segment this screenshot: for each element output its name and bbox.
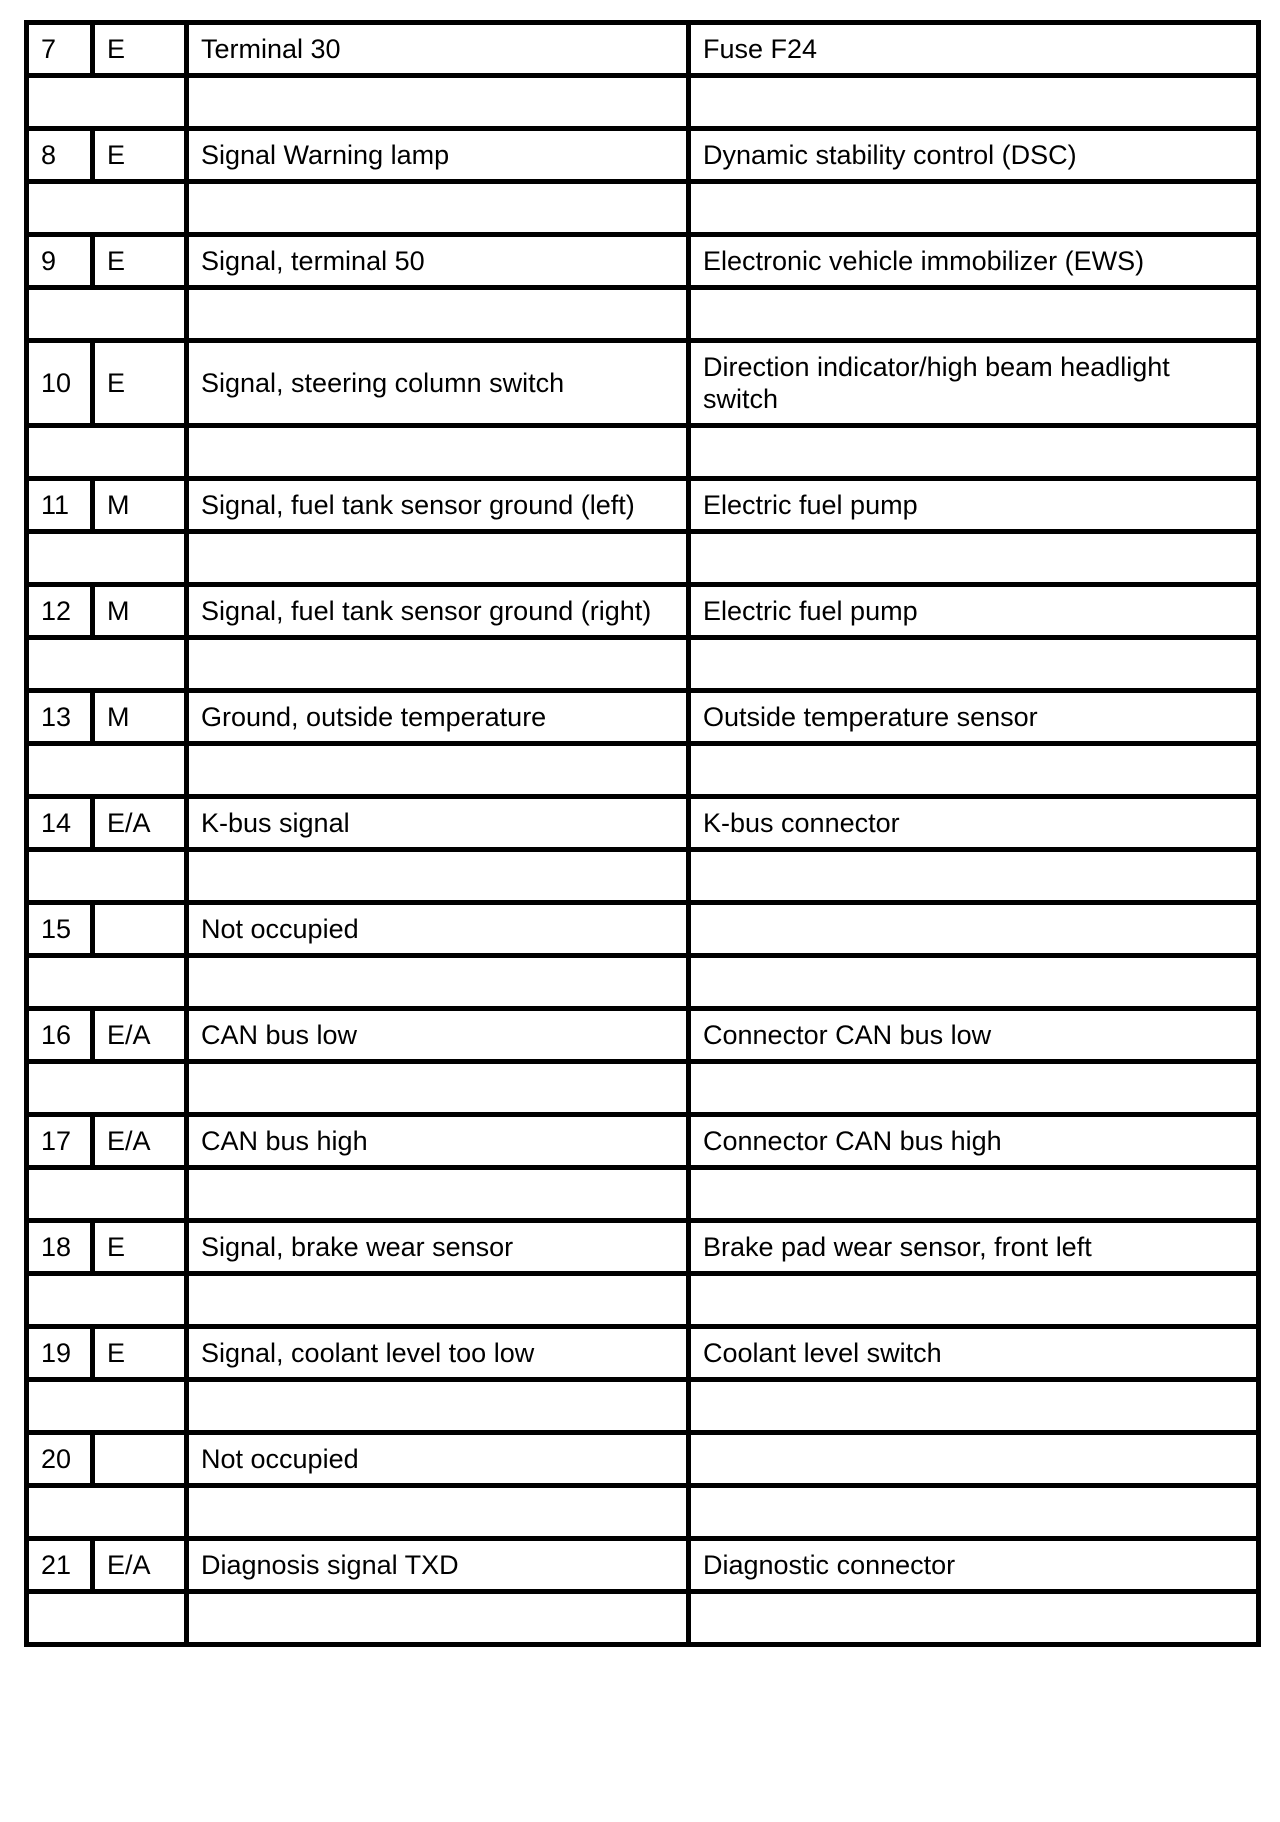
spacer-row: [27, 288, 1259, 341]
pin-row: [27, 235, 1259, 288]
spacer-cell: [187, 744, 689, 797]
spacer-row: [27, 1168, 1259, 1221]
pin-function-cell: Not occupied: [187, 903, 689, 956]
spacer-cell: [27, 1168, 187, 1221]
spacer-cell: [187, 288, 689, 341]
pin-type-cell: E: [93, 235, 187, 288]
spacer-cell: [187, 426, 689, 479]
pin-number-cell: 13: [27, 691, 93, 744]
spacer-row: [27, 1592, 1259, 1645]
spacer-row: [27, 426, 1259, 479]
spacer-row: [27, 850, 1259, 903]
pin-function-cell: Signal Warning lamp: [187, 129, 689, 182]
pin-type-cell: E: [93, 129, 187, 182]
pin-connection-cell: K-bus connector: [689, 797, 1259, 850]
spacer-cell: [689, 638, 1259, 691]
pin-connection-cell: Brake pad wear sensor, front left: [689, 1221, 1259, 1274]
spacer-cell: [27, 288, 187, 341]
pin-row: [27, 129, 1259, 182]
pin-type-cell: [93, 903, 187, 956]
spacer-cell: [187, 1274, 689, 1327]
pin-function-cell: Signal, coolant level too low: [187, 1327, 689, 1380]
pin-function-cell: Terminal 30: [187, 23, 689, 76]
spacer-cell: [689, 1592, 1259, 1645]
pin-number-cell: 20: [27, 1433, 93, 1486]
pin-row: [27, 1221, 1259, 1274]
spacer-cell: [27, 956, 187, 1009]
spacer-cell: [27, 1486, 187, 1539]
spacer-cell: [187, 638, 689, 691]
pin-assignment-table: [24, 20, 1261, 1647]
pin-function-cell: CAN bus high: [187, 1115, 689, 1168]
pin-type-cell: E: [93, 1327, 187, 1380]
spacer-cell: [689, 1274, 1259, 1327]
spacer-cell: [27, 532, 187, 585]
pin-type-cell: E/A: [93, 1539, 187, 1592]
pin-number-cell: 8: [27, 129, 93, 182]
spacer-cell: [689, 1168, 1259, 1221]
pin-row: [27, 1009, 1259, 1062]
pin-function-cell: Diagnosis signal TXD: [187, 1539, 689, 1592]
spacer-row: [27, 638, 1259, 691]
spacer-row: [27, 956, 1259, 1009]
pin-type-cell: M: [93, 585, 187, 638]
spacer-cell: [27, 76, 187, 129]
spacer-cell: [689, 1062, 1259, 1115]
spacer-row: [27, 1380, 1259, 1433]
pin-type-cell: E: [93, 341, 187, 426]
pin-function-cell: Signal, brake wear sensor: [187, 1221, 689, 1274]
spacer-cell: [187, 1062, 689, 1115]
pin-function-cell: CAN bus low: [187, 1009, 689, 1062]
pin-type-cell: M: [93, 479, 187, 532]
pin-type-cell: E/A: [93, 1009, 187, 1062]
spacer-cell: [689, 744, 1259, 797]
pin-type-cell: [93, 1433, 187, 1486]
pin-connection-cell: Dynamic stability control (DSC): [689, 129, 1259, 182]
spacer-row: [27, 182, 1259, 235]
pin-table-body: [27, 23, 1259, 1645]
pin-number-cell: 7: [27, 23, 93, 76]
pin-number-cell: 17: [27, 1115, 93, 1168]
spacer-cell: [27, 1274, 187, 1327]
pin-row: [27, 341, 1259, 426]
spacer-cell: [187, 1486, 689, 1539]
spacer-row: [27, 1486, 1259, 1539]
pin-type-cell: E/A: [93, 797, 187, 850]
spacer-cell: [689, 182, 1259, 235]
pin-type-cell: E: [93, 23, 187, 76]
spacer-cell: [689, 1486, 1259, 1539]
pin-number-cell: 12: [27, 585, 93, 638]
pin-row: [27, 23, 1259, 76]
pin-connection-cell: Connector CAN bus low: [689, 1009, 1259, 1062]
pin-row: [27, 479, 1259, 532]
spacer-row: [27, 76, 1259, 129]
pin-connection-cell: Electronic vehicle immobilizer (EWS): [689, 235, 1259, 288]
spacer-cell: [689, 288, 1259, 341]
spacer-cell: [187, 956, 689, 1009]
pin-connection-cell: Electric fuel pump: [689, 479, 1259, 532]
pin-row: [27, 903, 1259, 956]
spacer-cell: [689, 1380, 1259, 1433]
pin-type-cell: E/A: [93, 1115, 187, 1168]
spacer-cell: [187, 76, 689, 129]
spacer-cell: [27, 638, 187, 691]
spacer-row: [27, 532, 1259, 585]
spacer-cell: [187, 850, 689, 903]
pin-connection-cell: Connector CAN bus high: [689, 1115, 1259, 1168]
pin-number-cell: 15: [27, 903, 93, 956]
pin-row: [27, 585, 1259, 638]
pin-connection-cell: Coolant level switch: [689, 1327, 1259, 1380]
pin-type-cell: M: [93, 691, 187, 744]
spacer-cell: [187, 1592, 689, 1645]
pin-function-cell: Ground, outside temperature: [187, 691, 689, 744]
pin-row: [27, 1433, 1259, 1486]
spacer-cell: [27, 1380, 187, 1433]
pin-function-cell: K-bus signal: [187, 797, 689, 850]
spacer-row: [27, 1274, 1259, 1327]
spacer-cell: [27, 850, 187, 903]
spacer-cell: [689, 956, 1259, 1009]
spacer-cell: [187, 1168, 689, 1221]
pin-connection-cell: [689, 903, 1259, 956]
pin-connection-cell: [689, 1433, 1259, 1486]
pin-row: [27, 797, 1259, 850]
pin-number-cell: 14: [27, 797, 93, 850]
pin-number-cell: 16: [27, 1009, 93, 1062]
spacer-cell: [27, 744, 187, 797]
pin-number-cell: 19: [27, 1327, 93, 1380]
spacer-cell: [689, 426, 1259, 479]
spacer-row: [27, 744, 1259, 797]
spacer-cell: [187, 1380, 689, 1433]
spacer-cell: [27, 1062, 187, 1115]
pin-function-cell: Signal, steering column switch: [187, 341, 689, 426]
pin-function-cell: Signal, fuel tank sensor ground (right): [187, 585, 689, 638]
pin-connection-cell: Fuse F24: [689, 23, 1259, 76]
spacer-cell: [27, 1592, 187, 1645]
spacer-cell: [689, 850, 1259, 903]
pin-connection-cell: Direction indicator/high beam headlight switch: [689, 341, 1259, 426]
pin-type-cell: E: [93, 1221, 187, 1274]
spacer-cell: [689, 76, 1259, 129]
pin-number-cell: 21: [27, 1539, 93, 1592]
pin-connection-cell: Electric fuel pump: [689, 585, 1259, 638]
pin-number-cell: 18: [27, 1221, 93, 1274]
pin-number-cell: 9: [27, 235, 93, 288]
pin-number-cell: 11: [27, 479, 93, 532]
pin-function-cell: Not occupied: [187, 1433, 689, 1486]
spacer-cell: [27, 426, 187, 479]
pin-function-cell: Signal, terminal 50: [187, 235, 689, 288]
pin-row: [27, 1327, 1259, 1380]
pin-connection-cell: Outside temperature sensor: [689, 691, 1259, 744]
spacer-cell: [187, 182, 689, 235]
pin-function-cell: Signal, fuel tank sensor ground (left): [187, 479, 689, 532]
pin-row: [27, 1539, 1259, 1592]
spacer-cell: [27, 182, 187, 235]
spacer-row: [27, 1062, 1259, 1115]
spacer-cell: [689, 532, 1259, 585]
pin-connection-cell: Diagnostic connector: [689, 1539, 1259, 1592]
pin-row: [27, 1115, 1259, 1168]
spacer-cell: [187, 532, 689, 585]
pin-row: [27, 691, 1259, 744]
pin-number-cell: 10: [27, 341, 93, 426]
